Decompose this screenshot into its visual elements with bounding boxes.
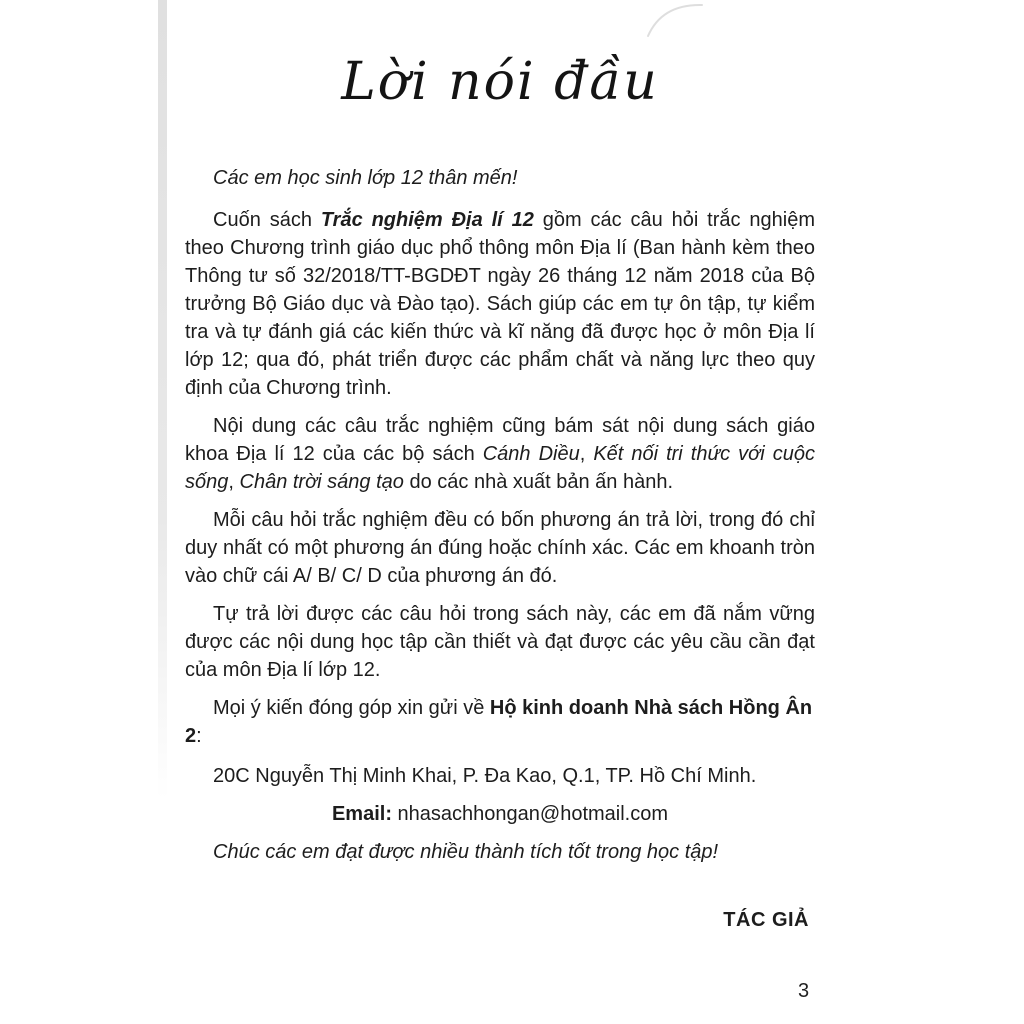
email-value: nhasachhongan@hotmail.com [392,803,669,825]
paragraph-2 [185,412,815,496]
text-run-store-name: Hộ kinh doanh Nhà sách Hồng Ân 2 [185,697,813,747]
author-signature: TÁC GIẢ [723,909,809,931]
paragraph-1 [185,206,815,402]
text-run: Mọi ý kiến đóng góp xin gửi về [213,697,490,719]
text-run: gồm các câu hỏi trắc nghiệm theo Chương trình giáo dục phổ thông môn Địa lí (Ban hành kèm theo Thông tư số 32/2018/TT-BGDĐT ngày 26 tháng 12 năm 2018 của Bộ trưởng Bộ Giáo dục và Đào tạo). Sách giúp các em tự ôn tập, tự kiểm tra và tự đánh giá các kiến thức và kĩ năng đã được học ở môn Địa lí lớp 12; qua đó, phát triển được các phẩm chất và năng lực theo quy định của Chương trình. [185,209,815,399]
text-run: , [579,443,594,465]
contact-line [185,694,815,750]
address-line: 20C Nguyễn Thị Minh Khai, P. Đa Kao, Q.1, TP. Hồ Chí Minh. [213,765,757,787]
text-run: , [228,471,240,493]
page-edge-shadow [158,0,167,800]
page-content [185,0,815,944]
text-run: do các nhà xuất bản ấn hành. [403,471,674,493]
email-label: Email: [331,803,392,825]
text-run-book-title: Trắc nghiệm Địa lí 12 [320,209,534,231]
paragraph-4: Tự trả lời được các câu hỏi trong sách này, các em đã nắm vững được các nội dung học tập cần thiết và đạt được các yêu cầu cần đạt của môn Địa lí lớp 12. [185,603,815,681]
page-number: 3 [798,980,810,1002]
page-title: Lời nói đầu [341,52,659,112]
text-run: Nội dung các câu trắc nghiệm cũng bám sát nội dung sách giáo khoa Địa lí 12 của các bộ sách [185,415,815,465]
paragraph-3: Mỗi câu hỏi trắc nghiệm đều có bốn phương án trả lời, trong đó chỉ duy nhất có một phương án đúng hoặc chính xác. Các em khoanh tròn vào chữ cái A/ B/ C/ D của phương án đó. [185,509,815,587]
text-run-series-3: Chân trời sáng tạo [239,471,404,493]
email-line [185,800,815,828]
closing-line: Chúc các em đạt được nhiều thành tích tốt trong học tập! [213,841,719,863]
text-run-series-1: Cánh Diều [482,443,580,465]
greeting-line: Các em học sinh lớp 12 thân mến! [213,167,518,189]
text-run: Cuốn sách [213,209,321,231]
text-run: : [196,725,202,747]
text-run-series-2: Kết nối tri thức với cuộc sống [185,443,815,493]
